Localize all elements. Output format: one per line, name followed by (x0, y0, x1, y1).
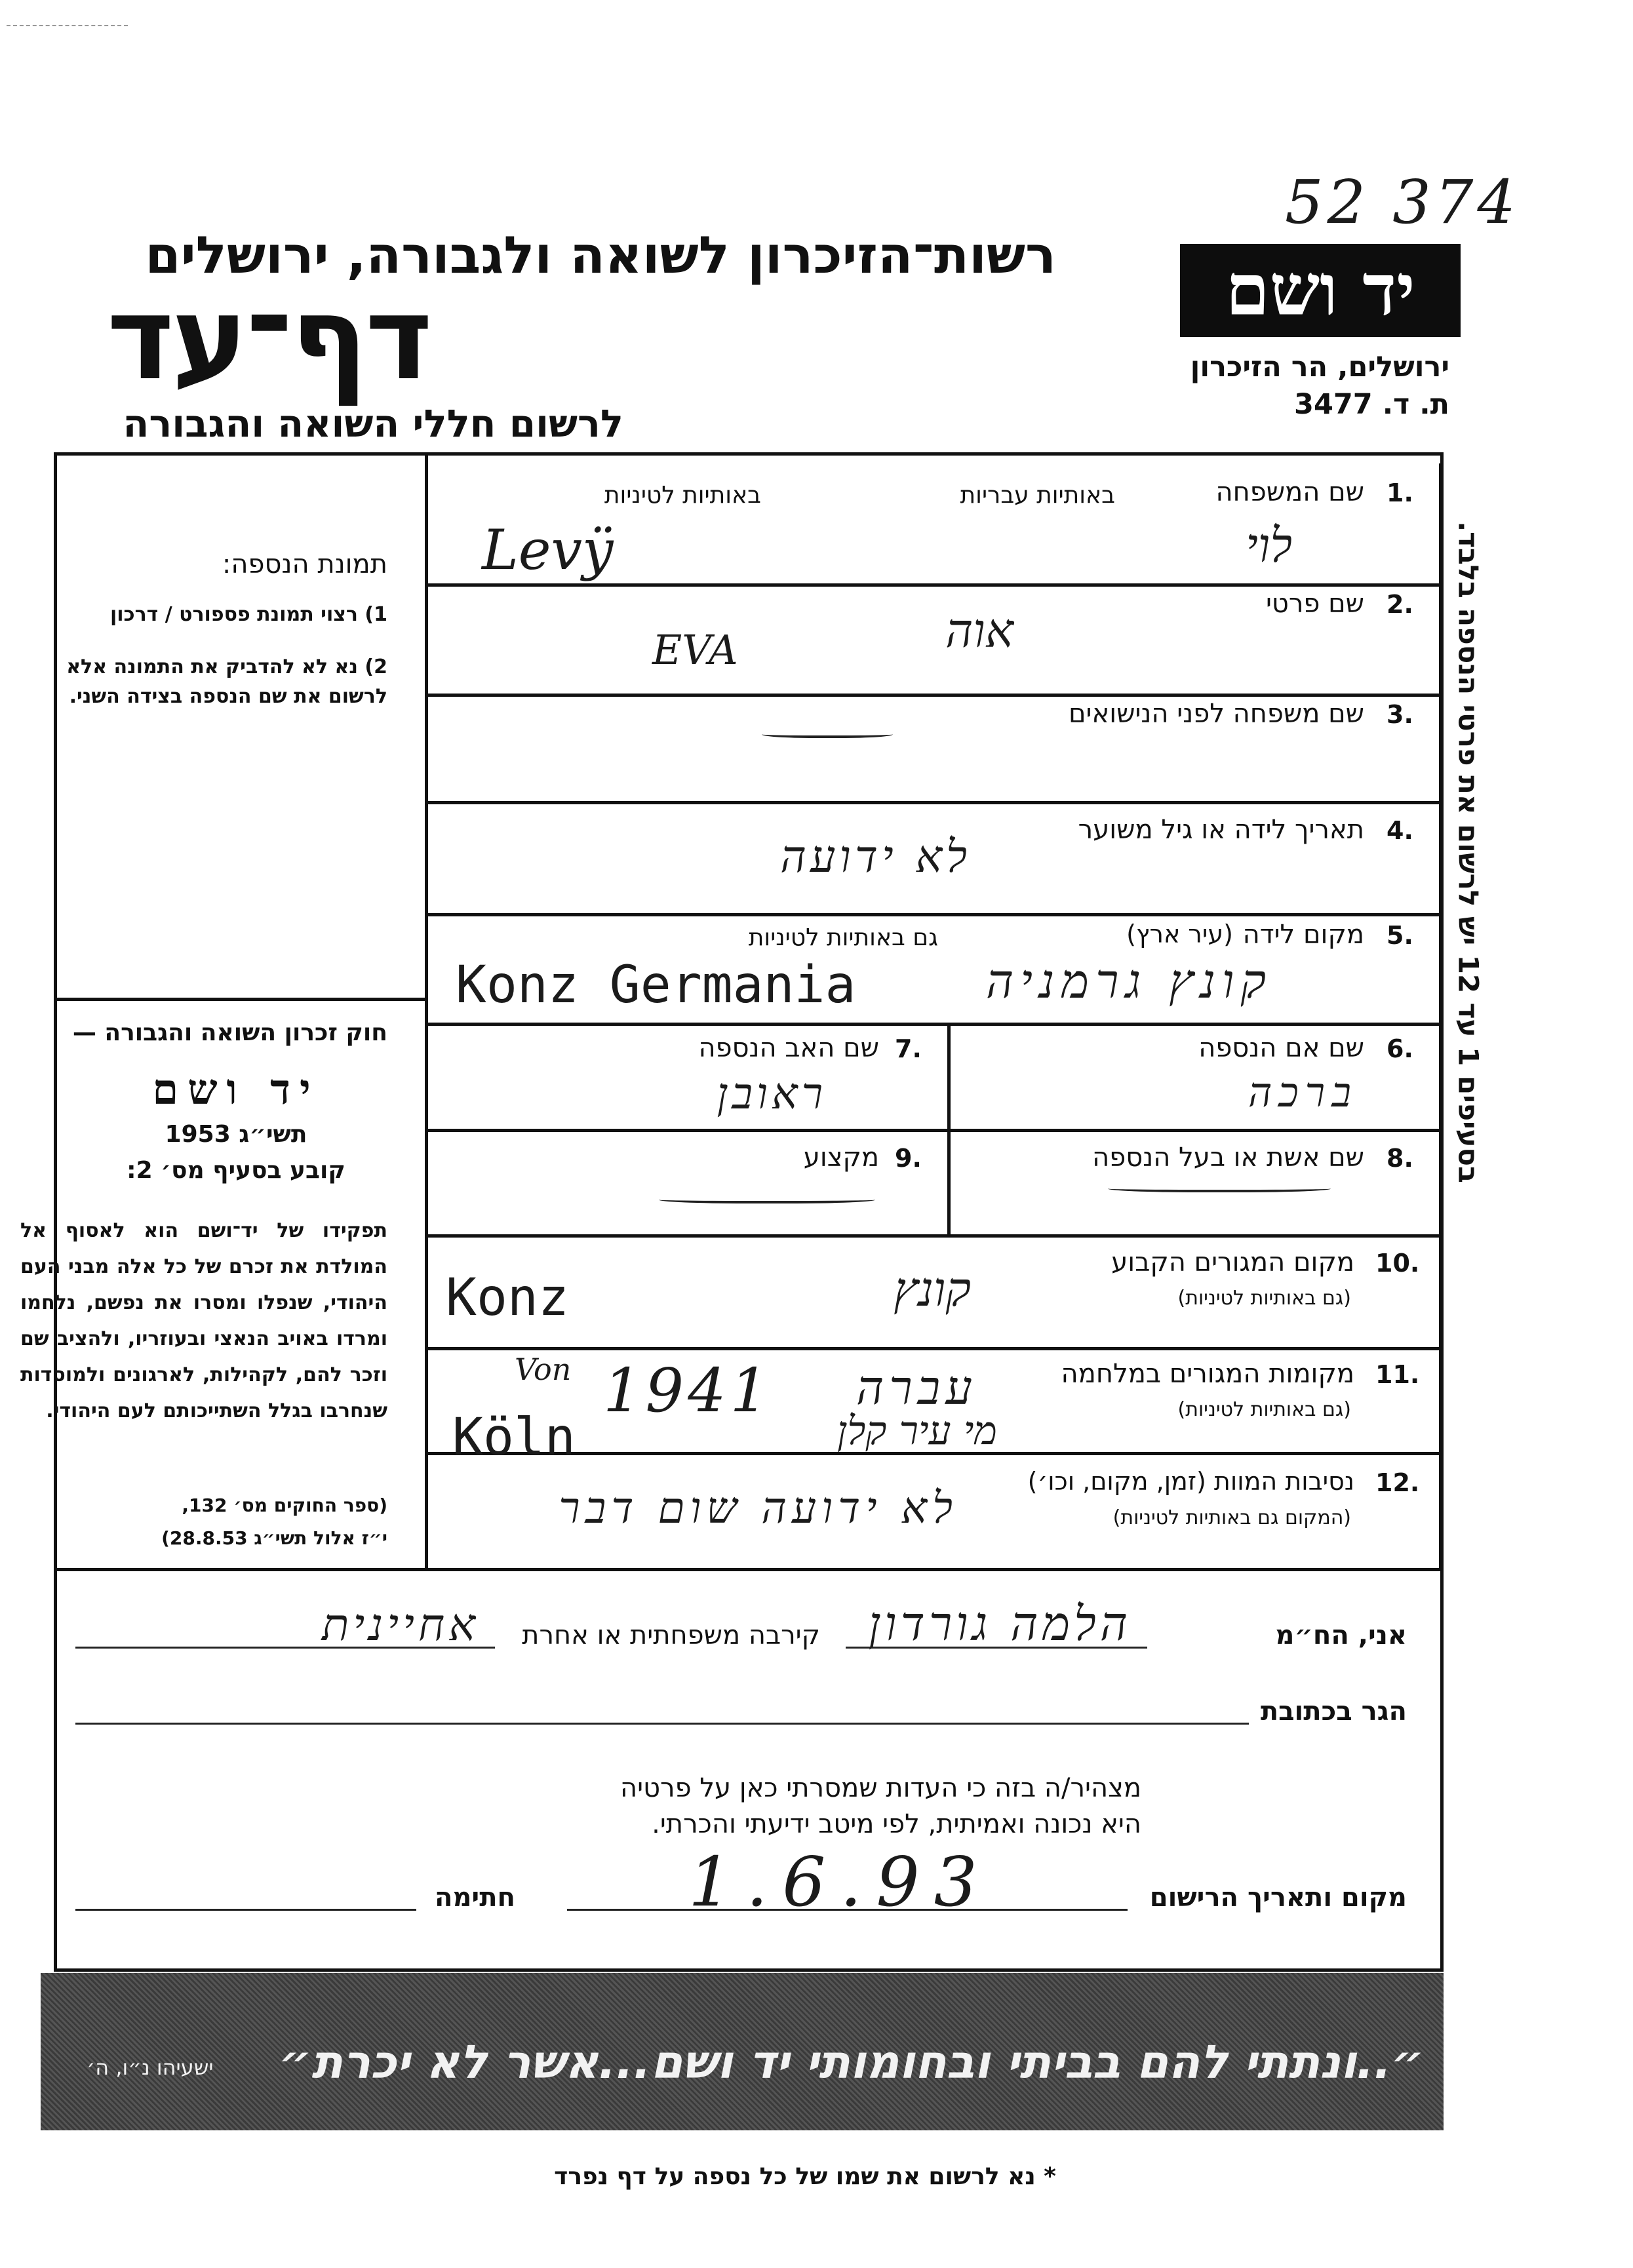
side-note: בסעיפים 1 עד 12 יש לרשום את פרטי הנספה בלבד. (1452, 521, 1485, 1183)
field-5-number: 5. (1387, 921, 1413, 950)
field-6-value: ברכה (1248, 1068, 1358, 1116)
field-8-dash (1108, 1183, 1331, 1192)
law-title: חוק זכרון השואה והגבורה — (72, 1019, 387, 1046)
field-1-hebrew-hint: באותיות עבריות (960, 482, 1115, 509)
field-10-hebrew-value: קונץ (894, 1262, 971, 1317)
yad-vashem-logo (1180, 244, 1461, 337)
field-12-hint: (המקום גם באותיות לטיניות) (1112, 1506, 1351, 1529)
law-date: י״ז אלול תשי״ג 28.8.53) (161, 1527, 387, 1549)
field-10-label: מקום המגורים הקבוע (1111, 1247, 1354, 1278)
banner-quote: ״..ונתתי להם בביתי ובחומותי יד ושם...אשר לא יכרת״ (279, 2035, 1424, 2089)
authority-title: רשות־הזיכרון לשואה ולגבורה, ירושלים (145, 226, 1056, 285)
declaration-statement-1: מצהיר/ה בזה כי העדות שמסרתי כאן על פרטיה (620, 1773, 1141, 1803)
signature-label: חתימה (434, 1883, 515, 1913)
field-11-label: מקומות המגורים במלחמה (1061, 1359, 1354, 1389)
banner-source: ישעיהו נ״ו, ה׳ (87, 2055, 214, 2080)
field-4-label: תאריך לידה או גיל משוער (1078, 815, 1364, 845)
field-2-latin-value: EVA (652, 626, 738, 674)
field-4-value: לא ידועה (780, 831, 971, 883)
law-clause: קובע בסעיף מס׳ 2: (127, 1157, 345, 1184)
field-1-label: שם המשפחה (1215, 477, 1364, 507)
field-9-label: מקצוע (803, 1143, 879, 1173)
field-12-number: 12. (1375, 1468, 1420, 1497)
declarant-name: הלמה גורדון (868, 1596, 1131, 1651)
field-11-latin-value: Köln (452, 1408, 576, 1467)
declaration-statement-2: היא נכונה ואמיתית, לפי מיטב ידיעתי והכרתי. (652, 1809, 1141, 1839)
field-4-number: 4. (1387, 816, 1413, 845)
field-3-number: 3. (1387, 700, 1413, 729)
law-source: (ספר החוקים מס׳ 132, (182, 1495, 387, 1516)
field-10-number: 10. (1375, 1249, 1420, 1278)
field-9-number: 9. (895, 1144, 922, 1173)
field-11-hebrew-value-1: עברה (856, 1360, 977, 1415)
photo-title: תמונת הנספה: (222, 549, 387, 579)
quote-banner (41, 1973, 1444, 2130)
field-5-label: מקום לידה (1242, 920, 1364, 950)
address-line (75, 1723, 1249, 1725)
place-date-value: 1.6.93 (688, 1842, 992, 1922)
field-11-latin-von: Von (515, 1352, 572, 1387)
law-text: תפקידו של יד־ושם הוא לאסוף אל המולדת את זכרם של כל אלה מבני העם היהודי, שנפלו ומסרו את נפשם, נלחמו ומרדו באויב הנאצי ובעוזריו, ולהציב שם וזכר להם, לקהילות, לארגונים ולמוסדות שנחרבו בגלל השתייכותם לעם היהודי. (20, 1219, 387, 1422)
field-3-dash (762, 729, 893, 738)
field-8-label: שם אשת או בעל הנספה (1092, 1143, 1364, 1173)
field-2-hebrew-value: אוה (945, 603, 1013, 658)
field-9-dash (659, 1194, 875, 1203)
law-name: יד ושם (152, 1065, 320, 1114)
field-11-hint: (גם באותיות לטיניות) (1177, 1398, 1351, 1421)
form-subtitle: לרשום חללי השואה והגבורה (123, 401, 623, 446)
declaration-i-label: אני, הח״מ (1275, 1620, 1407, 1651)
field-11-number: 11. (1375, 1360, 1420, 1389)
field-1-number: 1. (1387, 479, 1413, 507)
law-year: תשי״ג 1953 (165, 1121, 307, 1148)
field-3-label: שם משפחה לפני הנישואים (1068, 699, 1364, 729)
scan-marks (7, 25, 128, 26)
form-title: דף־עד (106, 273, 430, 406)
field-5-latin-value: Konz Germania (456, 956, 856, 1015)
place-date-label: מקום ותאריך הרישום (1149, 1883, 1407, 1913)
field-10-hint: (גם באותיות לטיניות) (1177, 1287, 1351, 1310)
field-1-latin-hint: באותיות לטיניות (604, 482, 761, 509)
address-label: הגר בכתובת (1260, 1696, 1407, 1727)
address-line-1: ירושלים, הר הזיכרון (1190, 351, 1449, 383)
field-12-label: נסיבות המוות (זמן, מקום, וכו׳) (1027, 1467, 1354, 1496)
field-7-number: 7. (895, 1034, 922, 1063)
field-11-year: 1941 (603, 1356, 773, 1426)
field-2-label: שם פרטי (1265, 589, 1364, 619)
field-11-hebrew-value-2: מי עיר קלן (836, 1408, 997, 1454)
field-7-value: ראובן (717, 1068, 827, 1119)
field-5-latin-hint: גם באותיות לטיניות (748, 924, 938, 951)
photo-note-1: 1) רצוי תמונת פספורט / דרכון (109, 603, 387, 626)
signature-line (75, 1909, 416, 1911)
logo-text: יד ושם (1225, 248, 1415, 332)
photo-note-2: 2) נא לא להדביק את התמונה אלא לרשום את שם הנספה בצידה השני. (66, 655, 387, 708)
field-1-latin-value: Levÿ (482, 518, 614, 582)
field-5-label-paren: (עיר ארץ) (1126, 920, 1233, 948)
field-7-label: שם האב הנספה (698, 1033, 879, 1063)
field-8-number: 8. (1387, 1144, 1413, 1173)
field-6-number: 6. (1387, 1034, 1413, 1063)
field-2-number: 2. (1387, 590, 1413, 619)
field-12-value: לא ידועה שום דבר (559, 1483, 958, 1533)
field-6-label: שם אם הנספה (1198, 1033, 1364, 1063)
reference-number: 52 374 (1285, 167, 1520, 237)
relation-label: קירבה משפחתית או אחרת (522, 1620, 820, 1651)
address-line-2: ת. ד. 3477 (1294, 388, 1449, 421)
field-1-hebrew-value: לוי (1246, 518, 1292, 573)
footer-note: * נא לרשום את שמו של כל נספה על דף נפרד (554, 2163, 1056, 2190)
field-10-latin-value: Konz (446, 1268, 569, 1327)
relation-value: אחיינית (321, 1599, 479, 1651)
field-5-hebrew-value: קונץ גרמניה (985, 954, 1272, 1009)
